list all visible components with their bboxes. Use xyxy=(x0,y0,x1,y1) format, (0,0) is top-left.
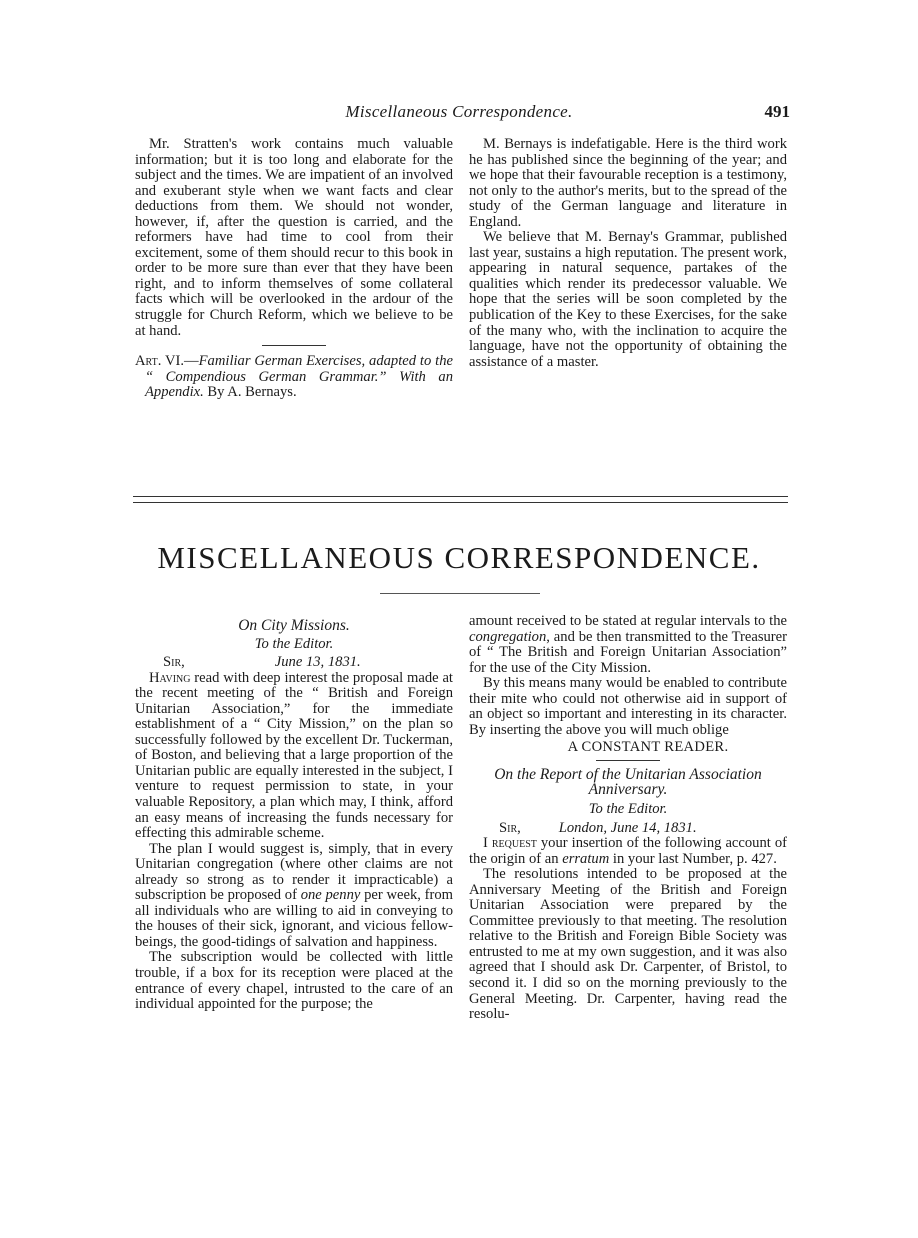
opening-word: I request xyxy=(483,835,537,852)
bottom-right-column xyxy=(469,614,787,1023)
paragraph-text: in your last Number, p. 427. xyxy=(609,850,777,867)
article-title: Familiar German Exercises, adapted to the “ Compendious German Grammar.” With an Appendix. xyxy=(145,353,453,401)
top-left-column xyxy=(135,137,453,401)
running-header xyxy=(0,102,918,128)
opening-word: Having xyxy=(149,669,191,686)
letter-date: London, June 14, 1831. xyxy=(558,819,697,836)
emphasis-text: one penny xyxy=(300,887,361,904)
letter-paragraph-3: The subscription would be collected with little trouble, if a box for its reception were placed at the entrance of every chapel, intrusted to the care of an individual appointed for the purpose; the xyxy=(135,949,453,1013)
letter-salutation-line xyxy=(135,655,453,671)
review-paragraph-1: M. Bernays is indefatigable. Here is the third work he has published since the beginning of the year; and we hope that their favourable reception is a testimony, not only to the author's merits, but to the spread of the study of the German language and literature in England. xyxy=(469,136,787,230)
double-rule xyxy=(133,496,788,503)
letter-date: June 13, 1831. xyxy=(274,654,361,671)
letter-signature: A CONSTANT READER. xyxy=(567,739,729,756)
paragraph-text: The plan I would suggest is, simply, that in every Unitarian congregation (where other claims are not already so strong as to render it impracticable) a subscription be proposed of xyxy=(135,840,453,904)
divider xyxy=(262,345,326,346)
letter-addressee: To the Editor. xyxy=(254,635,334,652)
letter2-paragraph-2: The resolutions intended to be proposed at the Anniversary Meeting of the British and Foreign Unitarian Association were prepared by the Committee previously to that meeting. The resolution relative to the British and Foreign Bible Society was entrusted to me at my own suggestion, and it was also agreed that I should ask Dr. Carpenter, of Bristol, to second it. I did so on the morning previously to the General Meeting. Dr. Carpenter, having read the resolu- xyxy=(469,866,787,1023)
bottom-left-column xyxy=(135,614,453,1013)
paragraph-text: , and be then transmitted to the Treasurer of “ The British and Foreign Unitarian Association” for the use of the City Mission. xyxy=(469,628,787,676)
article-author: By A. Bernays. xyxy=(203,384,297,401)
review-paragraph-2: We believe that M. Bernay's Grammar, published last year, sustains a high reputation. The present work, appearing in natural sequence, partakes of the qualities which render its predecessor valuable. We hope that the series will be soon completed by the publication of the Key to these Exercises, for the sake of the many who, with the inclination to acquire the language, have not the opportunity of obtaining the assistance of a master. xyxy=(469,229,787,370)
letter-title-2: On the Report of the Unitarian Association Anniversary. xyxy=(494,765,762,799)
paragraph-text: amount received to be stated at regular intervals to the xyxy=(469,613,787,629)
top-right-column xyxy=(469,137,787,370)
emphasis-text: erratum xyxy=(562,850,610,867)
salutation: Sir, xyxy=(499,819,521,836)
letter-paragraph-3-continued xyxy=(469,614,787,676)
title-rule xyxy=(380,593,540,594)
letter-salutation-line-2 xyxy=(469,821,787,837)
letter-addressee-2: To the Editor. xyxy=(588,801,668,818)
article-heading xyxy=(135,354,453,401)
letter-paragraph-1 xyxy=(135,671,453,842)
running-title: Miscellaneous Correspondence. xyxy=(345,102,573,121)
letter-title: On City Missions. xyxy=(238,617,350,634)
section-title: MISCELLANEOUS CORRESPONDENCE. xyxy=(157,540,761,575)
paragraph-text: read with deep interest the proposal made at the recent meeting of the “ British and Foreign Unitarian Association,” for the immediate establishment of a “ City Mission,” on the plan so successfully followed by the excellent Dr. Tuckerman, of Boston, and believing that a large proportion of the Unitarian public are equally interested in the subject, I venture to request permission to state, in your valuable Repository, a plan which may, I think, afford an easy means of increasing the funds necessary for effecting this admirable scheme. xyxy=(135,669,453,842)
letter-paragraph-4: By this means many would be enabled to contribute their mite who could not otherwise aid in support of an object so important and interesting in its character. By inserting the above you will much oblige xyxy=(469,675,787,738)
paragraph-text: per week, from all individuals who are willing to aid in conveying to the houses of their sick, ignorant, and vicious fellow-beings, the good-tidings of salvation and happiness. xyxy=(135,887,453,950)
emphasis-text: congregation xyxy=(469,628,547,645)
review-paragraph: Mr. Stratten's work contains much valuable information; but it is too long and elaborate for the subject and the times. We are impatient of an involved and exuberant style when we want facts and clear deductions from them. We should not wonder, however, if, after the question is carried, and the reformers have had time to cool from their excitement, some of them should recur to this book in order to be more sure than ever that they have been right, and to inform themselves of some collateral facts which will be overlooked in the ardour of the struggle for Church Reform, which we believe to be at hand. xyxy=(135,136,453,339)
salutation: Sir, xyxy=(163,654,185,671)
page-number: 491 xyxy=(764,102,790,121)
letter-paragraph-2 xyxy=(135,842,453,951)
article-number: Art. VI.— xyxy=(135,353,199,370)
divider xyxy=(596,760,660,761)
paragraph-text: your insertion of the following account of the origin of an xyxy=(469,835,787,867)
letter2-paragraph-1 xyxy=(469,836,787,867)
